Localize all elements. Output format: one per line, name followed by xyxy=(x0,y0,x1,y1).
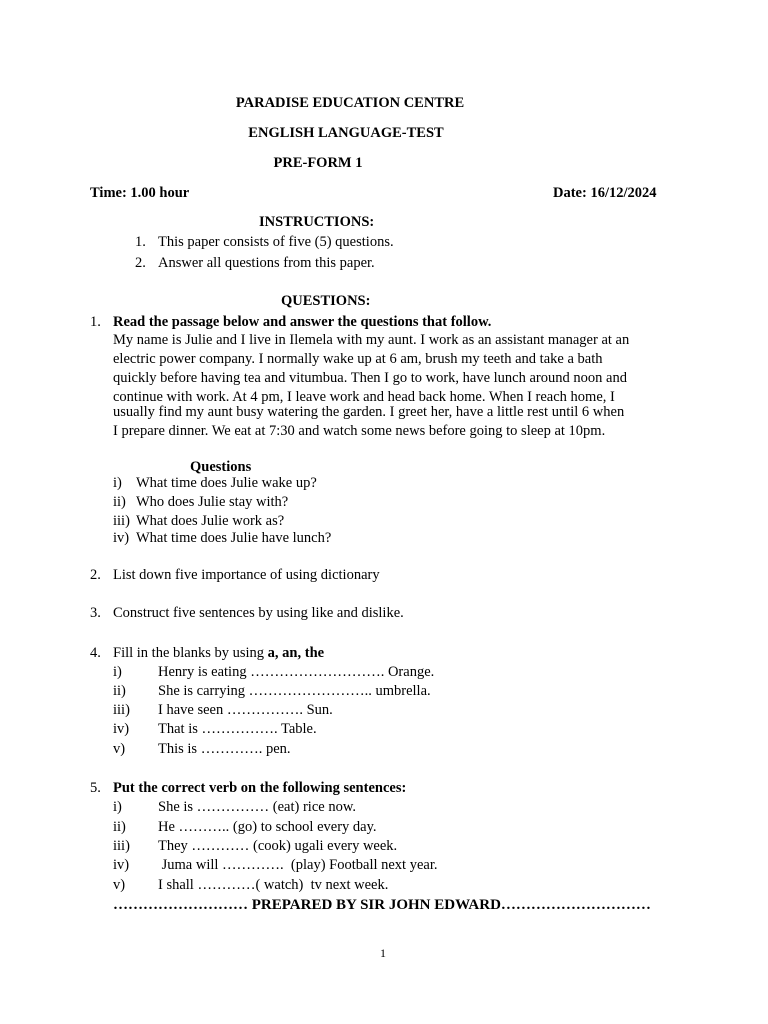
passage-line: usually find my aunt busy watering the garden. I greet her, have a little rest until 6 when xyxy=(113,404,625,420)
sub-question: What time does Julie have lunch? xyxy=(136,530,332,546)
verb-sentence: I shall …………( watch) tv next week. xyxy=(158,877,389,893)
instruction-number: 1. xyxy=(135,234,146,250)
verb-sentence: Juma will …………. (play) Football next year. xyxy=(158,857,438,873)
question-5-title: Put the correct verb on the following sentences: xyxy=(113,780,407,796)
time-label: Time: 1.00 hour xyxy=(90,185,190,201)
page-number: 1 xyxy=(380,946,386,960)
sub-item-number: iv) xyxy=(113,721,130,737)
sub-item-number: i) xyxy=(113,664,122,680)
question-4-text xyxy=(113,644,324,663)
date-label: Date: 16/12/2024 xyxy=(553,185,657,201)
verb-sentence: He ……….. (go) to school every day. xyxy=(158,819,377,835)
question-number: 1. xyxy=(90,314,101,330)
questions-heading: QUESTIONS: xyxy=(281,293,371,309)
sub-item-number: i) xyxy=(113,475,122,491)
prepared-by: ……………………… PREPARED BY SIR JOHN EDWARD………………………… xyxy=(113,897,651,913)
sub-item-number: v) xyxy=(113,877,126,893)
instruction-item: This paper consists of five (5) questions. xyxy=(158,234,394,250)
instruction-number: 2. xyxy=(135,255,146,271)
sub-item-number: iv) xyxy=(113,857,130,873)
sub-item-number: iii) xyxy=(113,513,130,529)
sub-item-number: iii) xyxy=(113,702,130,718)
question-number: 4. xyxy=(90,645,101,661)
question-3-text: Construct five sentences by using like and dislike. xyxy=(113,605,404,621)
blank-sentence: I have seen ……………. Sun. xyxy=(158,702,333,718)
passage-line: I prepare dinner. We eat at 7:30 and watch some news before going to sleep at 10pm. xyxy=(113,423,606,439)
sub-item-number: iv) xyxy=(113,530,130,546)
passage-line: quickly before having tea and vitumbua. Then I go to work, have lunch around noon and xyxy=(113,370,627,386)
blank-sentence: This is …………. pen. xyxy=(158,741,291,757)
form-title: PRE-FORM 1 xyxy=(273,155,363,171)
sub-question: What time does Julie wake up? xyxy=(136,475,317,491)
sub-item-number: i) xyxy=(113,799,122,815)
passage-line: continue with work. At 4 pm, I leave work and head back home. When I reach home, I xyxy=(113,389,615,405)
sub-item-number: ii) xyxy=(113,494,126,510)
school-name: PARADISE EDUCATION CENTRE xyxy=(235,95,465,111)
instructions-heading: INSTRUCTIONS: xyxy=(259,214,375,230)
sub-item-number: iii) xyxy=(113,838,130,854)
verb-sentence: They ………… (cook) ugali every week. xyxy=(158,838,398,854)
sub-item-number: v) xyxy=(113,741,126,757)
instruction-item: Answer all questions from this paper. xyxy=(158,255,375,271)
blank-sentence: Henry is eating ………………………. Orange. xyxy=(158,664,435,680)
sub-question: Who does Julie stay with? xyxy=(136,494,289,510)
blank-sentence: She is carrying …………………….. umbrella. xyxy=(158,683,431,699)
sub-question: What does Julie work as? xyxy=(136,513,285,529)
passage-line: electric power company. I normally wake up at 6 am, brush my teeth and take a bath xyxy=(113,351,603,367)
question-1-title: Read the passage below and answer the questions that follow. xyxy=(113,314,492,330)
subject-title: ENGLISH LANGUAGE-TEST xyxy=(248,125,444,141)
blank-sentence: That is ……………. Table. xyxy=(158,721,317,737)
question-2-text: List down five importance of using dictionary xyxy=(113,567,380,583)
question-number: 5. xyxy=(90,780,101,796)
question-number: 2. xyxy=(90,567,101,583)
question-4-plain: Fill in the blanks by using xyxy=(113,645,268,661)
question-4-bold: a, an, the xyxy=(267,645,325,661)
passage-line: My name is Julie and I live in Ilemela with my aunt. I work as an assistant manager at an xyxy=(113,332,630,348)
verb-sentence: She is …………… (eat) rice now. xyxy=(158,799,356,815)
questions-subheading: Questions xyxy=(190,459,252,475)
sub-item-number: ii) xyxy=(113,683,126,699)
sub-item-number: ii) xyxy=(113,819,126,835)
question-number: 3. xyxy=(90,605,101,621)
